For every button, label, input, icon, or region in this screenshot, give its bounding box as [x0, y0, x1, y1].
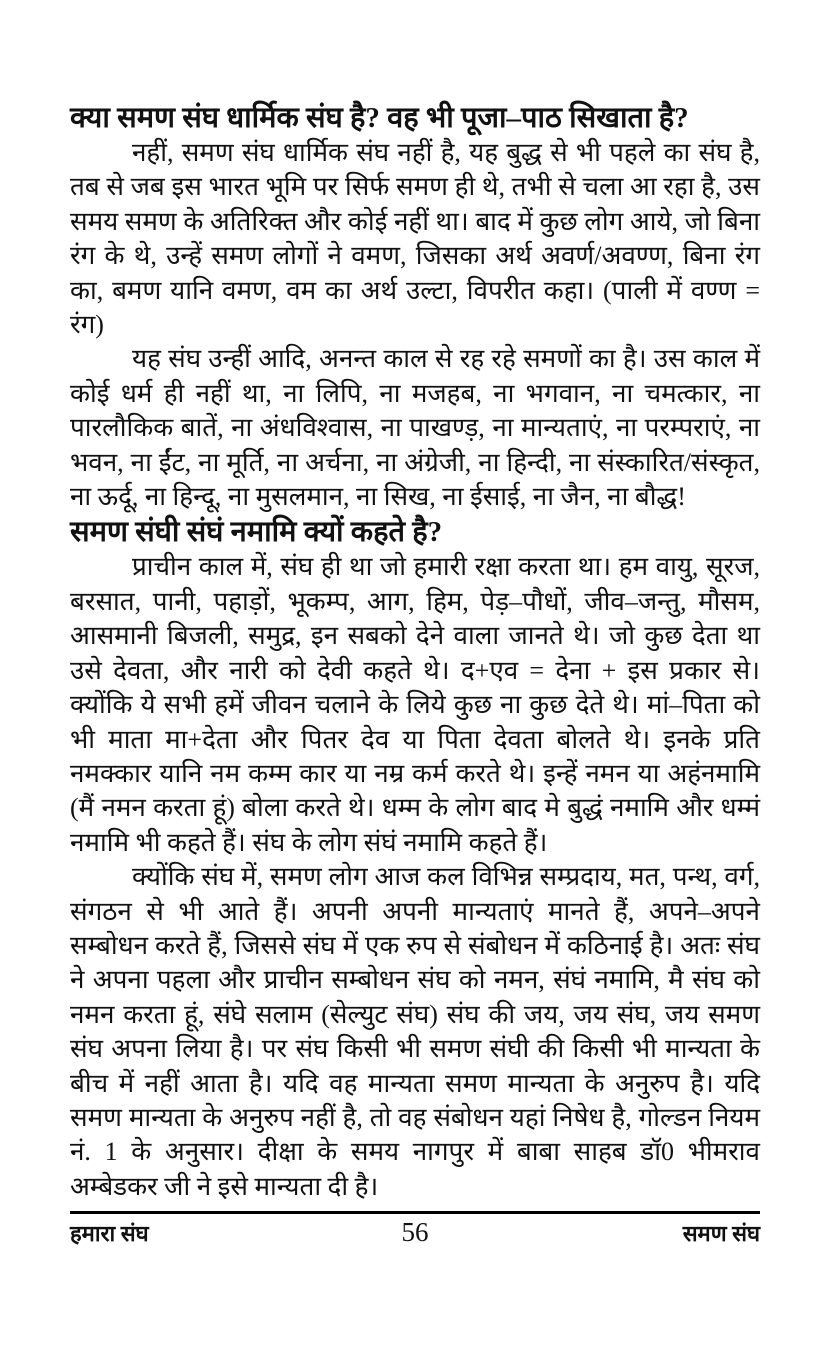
- paragraph-3: प्राचीन काल में, संघ ही था जो हमारी रक्षा करता था। हम वायु, सूरज, बरसात, पानी, पहाड़ों, भूकम्प, आग, हिम, पेड़–पौधों, जीव–जन्तु, मौसम, आसमानी बिजली, समुद्र, इन सबको देने वाला जानते थे। जो कुछ देता था उसे देवता, और नारी को देवी कहते थे। द+एव = देना + इस प्रकार से। क्योंकि ये सभी हमें जीवन चलाने के लिये कुछ ना कुछ देते थे। मां–पिता को भी माता मा+देता और पितर देव या पिता देवता बोलते थे। इनके प्रति नमक्कार यानि नम कम्म कार या नम्र कर्म करते थे। इन्हें नमन या अहंनमामि (मैं नमन करता हूं) बोला करते थे। धम्म के लोग बाद मे बुद्धं नमामि और धम्मं नमामि भी कहते हैं। संघ के लोग संघं नमामि कहते हैं।: [70, 552, 760, 857]
- paragraph-2: यह संघ उन्हीं आदि, अनन्त काल से रह रहे समणों का है। उस काल में कोई धर्म ही नहीं था, ना लिपि, ना मजहब, ना भगवान, ना चमत्कार, ना पारलौकिक बातें, ना अंधविश्वास, ना पाखण्ड़, ना मान्यताएं, ना परम्पराएं, ना भवन, ना ईंट, ना मूर्ति, ना अर्चना, ना अंग्रेजी, ना हिन्दी, ना संस्कारित/संस्कृत, ना ऊर्दू, ना हिन्दू, ना मुसलमान, ना सिख, ना ईसाई, ना जैन, ना बौद्ध!: [70, 344, 760, 512]
- footer-book-title-right: समण संघ: [682, 1221, 760, 1246]
- section-heading-2: समण संघी संघं नमामि क्यों कहते है?: [70, 516, 443, 549]
- section-heading-1: क्या समण संघ धार्मिक संघ है? वह भी पूजा–पाठ सिखाता है?: [70, 102, 689, 134]
- paragraph-4: क्योंकि संघ में, समण लोग आज कल विभिन्न सम्प्रदाय, मत, पन्थ, वर्ग, संगठन से भी आते हैं। अपनी अपनी मान्यताएं मानते हैं, अपने–अपने सम्बोधन करते हैं, जिससे संघ में एक रुप से संबोधन में कठिनाई है। अतः संघ ने अपना पहला और प्राचीन सम्बोधन संघ को नमन, संघं नमामि, मै संघ को नमन करता हूं, संघे सलाम (सेल्युट संघ) संघ की जय, जय संघ, जय समण संघ अपना लिया है। पर संघ किसी भी समण संघी की किसी भी मान्यता के बीच में नहीं आता है। यदि वह मान्यता समण मान्यता के अनुरुप है। यदि समण मान्यता के अनुरुप नहीं है, तो वह संबोधन यहां निषेध है, गोल्डन नियम नं. 1 के अनुसार। दीक्षा के समय नागपुर में बाबा साहब डॉ0 भीमराव अम्बेडकर जी ने इसे मान्यता दी है।: [70, 862, 760, 1201]
- page-number: 56: [401, 1217, 429, 1247]
- page-body: [70, 100, 760, 1204]
- footer-book-title-left: हमारा संघ: [70, 1221, 149, 1246]
- page-footer: [70, 1211, 760, 1248]
- paragraph-1: नहीं, समण संघ धार्मिक संघ नहीं है, यह बुद्ध से भी पहले का संघ है, तब से जब इस भारत भूमि पर सिर्फ समण ही थे, तभी से चला आ रहा है, उस समय समण के अतिरिक्त और कोई नहीं था। बाद में कुछ लोग आये, जो बिना रंग के थे, उन्हें समण लोगों ने वमण, जिसका अर्थ अवर्ण/अवण्ण, बिना रंग का, बमण यानि वमण, वम का अर्थ उल्टा, विपरीत कहा। (पाली में वण्ण = रंग): [70, 138, 760, 340]
